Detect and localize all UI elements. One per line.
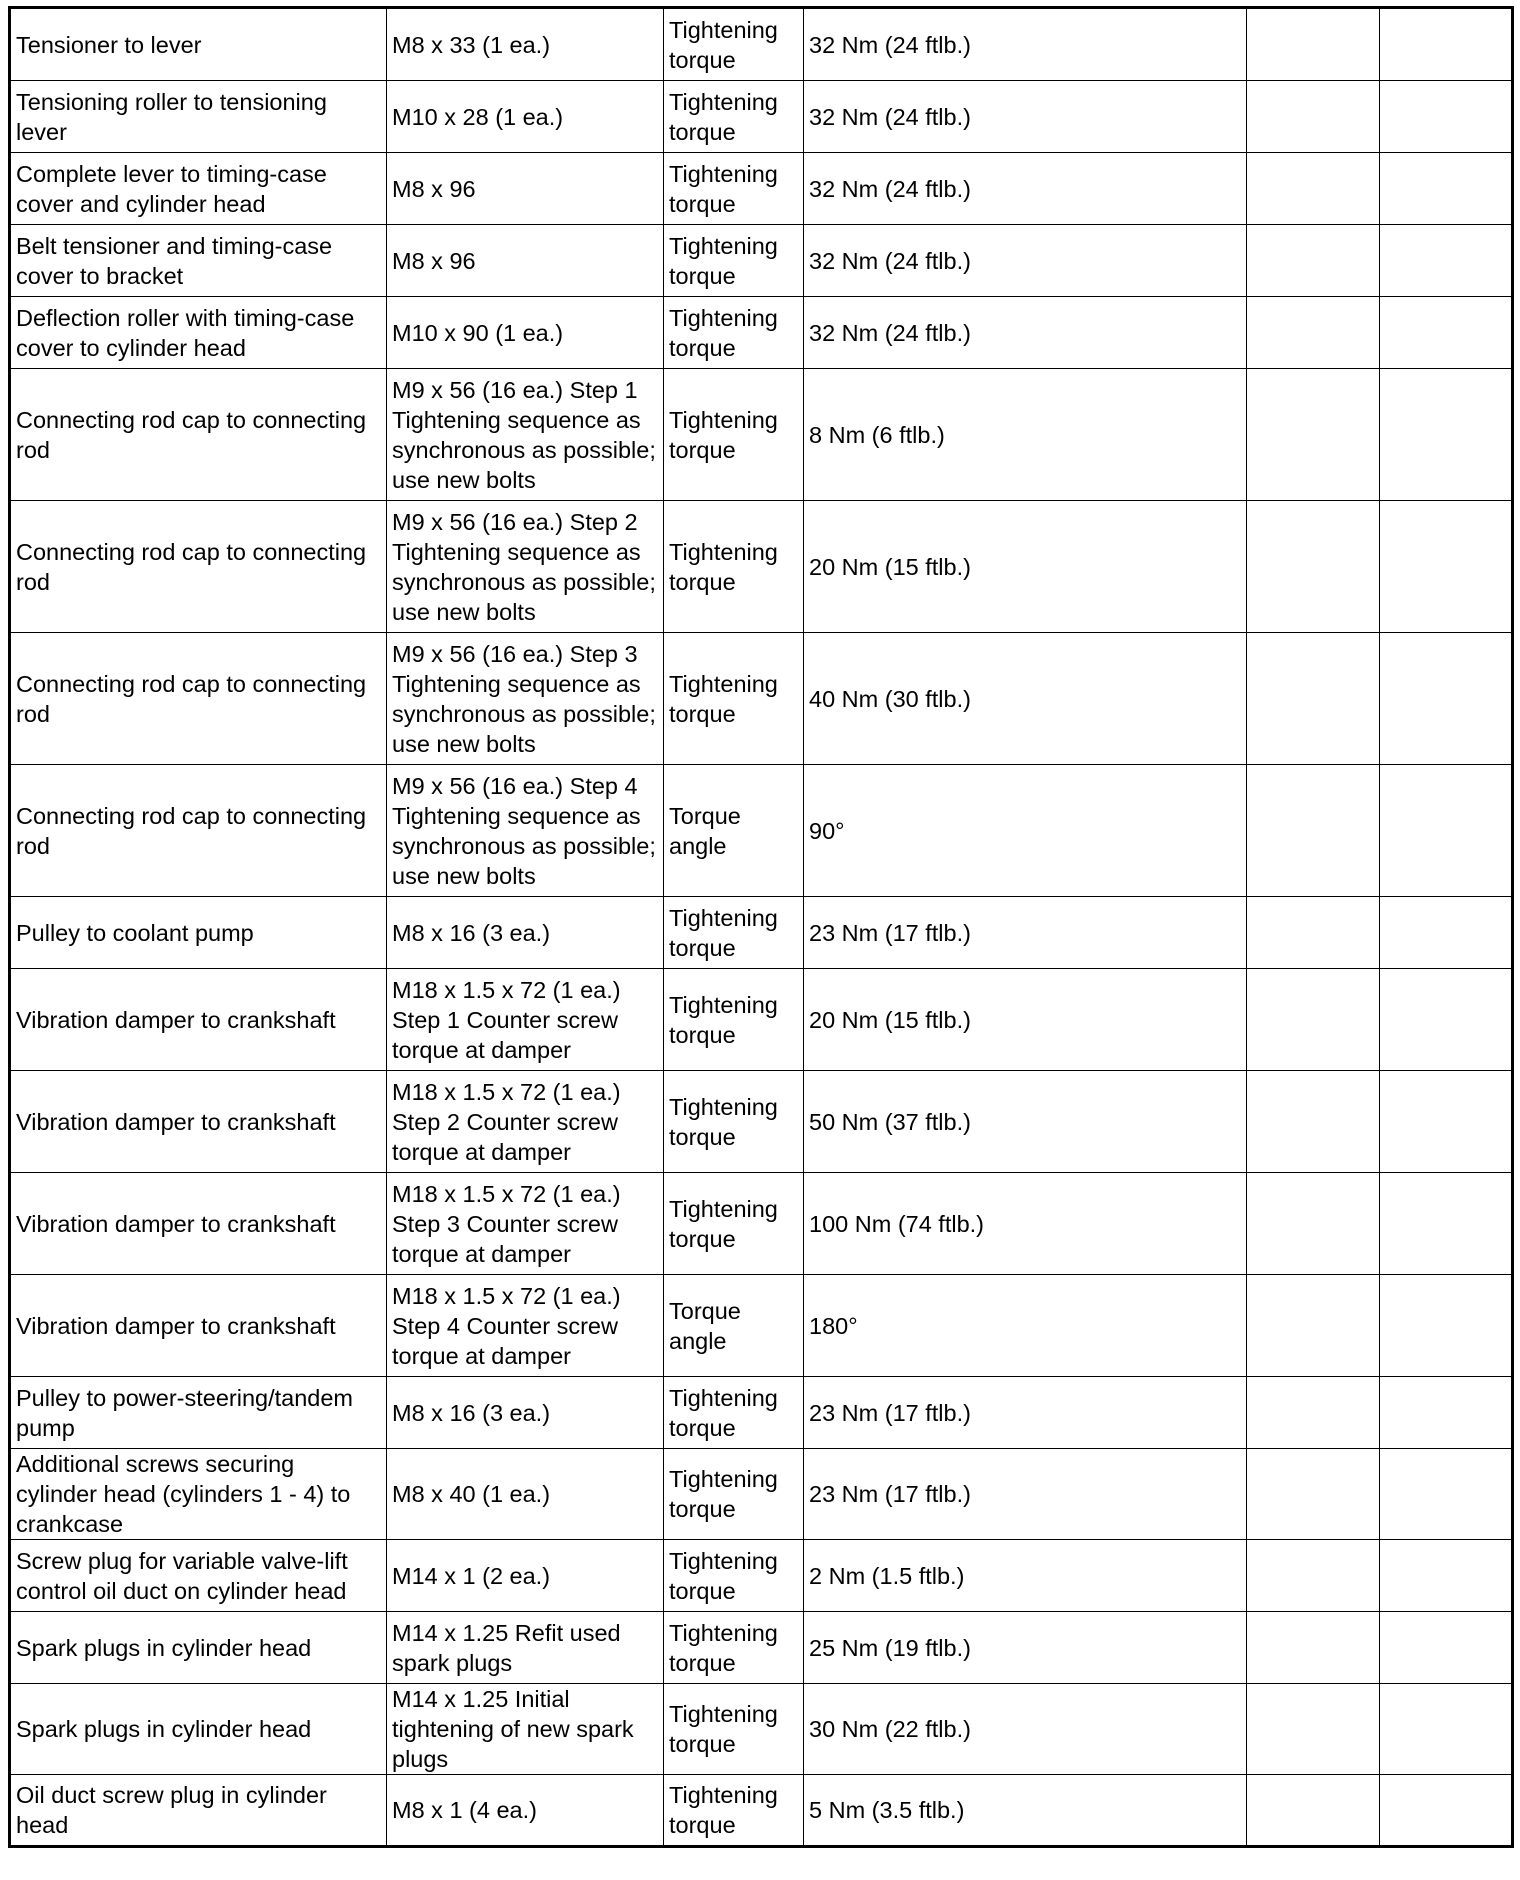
table-row (10, 633, 1513, 765)
empty-cell (1380, 8, 1513, 81)
table-row (10, 501, 1513, 633)
spec-type-cell: Tightening torque (664, 8, 804, 81)
spec-type-cell: Tightening torque (664, 369, 804, 501)
empty-cell (1247, 1449, 1380, 1540)
empty-cell (1380, 1540, 1513, 1612)
spec-type-cell: Tightening torque (664, 633, 804, 765)
spec-part-cell: Connecting rod cap to connecting rod (10, 765, 387, 897)
spec-part-cell: Tensioner to lever (10, 8, 387, 81)
spec-value-cell: 2 Nm (1.5 ftlb.) (804, 1540, 1247, 1612)
table-row (10, 1071, 1513, 1173)
table-row (10, 969, 1513, 1071)
empty-cell (1380, 969, 1513, 1071)
spec-type-cell: Tightening torque (664, 1173, 804, 1275)
empty-cell (1247, 1173, 1380, 1275)
empty-cell (1247, 765, 1380, 897)
spec-type-cell: Torque angle (664, 1275, 804, 1377)
spec-part-cell: Vibration damper to crankshaft (10, 1071, 387, 1173)
spec-type-cell: Tightening torque (664, 1775, 804, 1847)
spec-fastener-cell: M9 x 56 (16 ea.) Step 4 Tightening sequence as synchronous as possible; use new bolts (387, 765, 664, 897)
spec-type-cell: Tightening torque (664, 1449, 804, 1540)
empty-cell (1247, 501, 1380, 633)
empty-cell (1247, 81, 1380, 153)
spec-type-cell: Tightening torque (664, 153, 804, 225)
empty-cell (1247, 969, 1380, 1071)
table-row (10, 897, 1513, 969)
spec-type-cell: Tightening torque (664, 1684, 804, 1775)
empty-cell (1380, 1612, 1513, 1684)
spec-fastener-cell: M9 x 56 (16 ea.) Step 1 Tightening sequence as synchronous as possible; use new bolts (387, 369, 664, 501)
table-row (10, 81, 1513, 153)
empty-cell (1380, 153, 1513, 225)
spec-fastener-cell: M18 x 1.5 x 72 (1 ea.) Step 3 Counter screw torque at damper (387, 1173, 664, 1275)
spec-part-cell: Vibration damper to crankshaft (10, 1275, 387, 1377)
table-row (10, 765, 1513, 897)
spec-fastener-cell: M9 x 56 (16 ea.) Step 3 Tightening sequence as synchronous as possible; use new bolts (387, 633, 664, 765)
spec-part-cell: Pulley to power-steering/tandem pump (10, 1377, 387, 1449)
spec-type-cell: Torque angle (664, 765, 804, 897)
spec-type-cell: Tightening torque (664, 297, 804, 369)
spec-fastener-cell: M8 x 96 (387, 225, 664, 297)
spec-fastener-cell: M10 x 90 (1 ea.) (387, 297, 664, 369)
spec-type-cell: Tightening torque (664, 1540, 804, 1612)
table-row (10, 1775, 1513, 1847)
empty-cell (1380, 225, 1513, 297)
spec-part-cell: Screw plug for variable valve-lift control oil duct on cylinder head (10, 1540, 387, 1612)
spec-fastener-cell: M8 x 1 (4 ea.) (387, 1775, 664, 1847)
spec-type-cell: Tightening torque (664, 1612, 804, 1684)
empty-cell (1247, 369, 1380, 501)
torque-spec-sheet (8, 6, 1511, 1878)
spec-part-cell: Complete lever to timing-case cover and cylinder head (10, 153, 387, 225)
spec-part-cell: Connecting rod cap to connecting rod (10, 369, 387, 501)
spec-type-cell: Tightening torque (664, 225, 804, 297)
spec-value-cell: 32 Nm (24 ftlb.) (804, 225, 1247, 297)
spec-type-cell: Tightening torque (664, 1377, 804, 1449)
spec-value-cell: 30 Nm (22 ftlb.) (804, 1684, 1247, 1775)
spec-type-cell: Tightening torque (664, 969, 804, 1071)
empty-cell (1380, 1684, 1513, 1775)
table-row (10, 1684, 1513, 1775)
spec-value-cell: 8 Nm (6 ftlb.) (804, 369, 1247, 501)
spec-fastener-cell: M8 x 16 (3 ea.) (387, 897, 664, 969)
table-row (10, 297, 1513, 369)
empty-cell (1380, 897, 1513, 969)
spec-value-cell: 32 Nm (24 ftlb.) (804, 297, 1247, 369)
spec-part-cell: Spark plugs in cylinder head (10, 1684, 387, 1775)
spec-fastener-cell: M14 x 1.25 Initial tightening of new spark plugs (387, 1684, 664, 1775)
torque-spec-table (8, 6, 1514, 1848)
empty-cell (1380, 369, 1513, 501)
spec-fastener-cell: M8 x 33 (1 ea.) (387, 8, 664, 81)
empty-cell (1380, 633, 1513, 765)
empty-cell (1247, 1071, 1380, 1173)
table-row (10, 1449, 1513, 1540)
table-row (10, 225, 1513, 297)
table-row (10, 1540, 1513, 1612)
table-row (10, 369, 1513, 501)
spec-part-cell: Connecting rod cap to connecting rod (10, 501, 387, 633)
spec-fastener-cell: M9 x 56 (16 ea.) Step 2 Tightening sequence as synchronous as possible; use new bolts (387, 501, 664, 633)
spec-part-cell: Vibration damper to crankshaft (10, 969, 387, 1071)
spec-value-cell: 32 Nm (24 ftlb.) (804, 153, 1247, 225)
spec-part-cell: Pulley to coolant pump (10, 897, 387, 969)
spec-type-cell: Tightening torque (664, 501, 804, 633)
empty-cell (1247, 1775, 1380, 1847)
spec-fastener-cell: M10 x 28 (1 ea.) (387, 81, 664, 153)
spec-value-cell: 20 Nm (15 ftlb.) (804, 501, 1247, 633)
empty-cell (1247, 1540, 1380, 1612)
spec-value-cell: 25 Nm (19 ftlb.) (804, 1612, 1247, 1684)
table-row (10, 153, 1513, 225)
empty-cell (1380, 1275, 1513, 1377)
spec-value-cell: 40 Nm (30 ftlb.) (804, 633, 1247, 765)
spec-value-cell: 180° (804, 1275, 1247, 1377)
spec-value-cell: 100 Nm (74 ftlb.) (804, 1173, 1247, 1275)
spec-part-cell: Spark plugs in cylinder head (10, 1612, 387, 1684)
empty-cell (1380, 501, 1513, 633)
empty-cell (1247, 1684, 1380, 1775)
spec-fastener-cell: M8 x 96 (387, 153, 664, 225)
empty-cell (1380, 1775, 1513, 1847)
spec-value-cell: 20 Nm (15 ftlb.) (804, 969, 1247, 1071)
spec-fastener-cell: M8 x 40 (1 ea.) (387, 1449, 664, 1540)
empty-cell (1247, 1275, 1380, 1377)
spec-value-cell: 90° (804, 765, 1247, 897)
empty-cell (1380, 81, 1513, 153)
spec-fastener-cell: M18 x 1.5 x 72 (1 ea.) Step 2 Counter screw torque at damper (387, 1071, 664, 1173)
table-row (10, 1377, 1513, 1449)
spec-fastener-cell: M18 x 1.5 x 72 (1 ea.) Step 1 Counter screw torque at damper (387, 969, 664, 1071)
empty-cell (1380, 297, 1513, 369)
spec-fastener-cell: M18 x 1.5 x 72 (1 ea.) Step 4 Counter screw torque at damper (387, 1275, 664, 1377)
spec-value-cell: 50 Nm (37 ftlb.) (804, 1071, 1247, 1173)
spec-value-cell: 23 Nm (17 ftlb.) (804, 897, 1247, 969)
spec-part-cell: Oil duct screw plug in cylinder head (10, 1775, 387, 1847)
spec-fastener-cell: M14 x 1 (2 ea.) (387, 1540, 664, 1612)
empty-cell (1247, 1612, 1380, 1684)
spec-type-cell: Tightening torque (664, 81, 804, 153)
empty-cell (1247, 297, 1380, 369)
empty-cell (1380, 1071, 1513, 1173)
spec-value-cell: 32 Nm (24 ftlb.) (804, 81, 1247, 153)
empty-cell (1247, 633, 1380, 765)
empty-cell (1247, 897, 1380, 969)
spec-value-cell: 23 Nm (17 ftlb.) (804, 1449, 1247, 1540)
spec-part-cell: Deflection roller with timing-case cover to cylinder head (10, 297, 387, 369)
spec-fastener-cell: M14 x 1.25 Refit used spark plugs (387, 1612, 664, 1684)
table-row (10, 1275, 1513, 1377)
empty-cell (1380, 765, 1513, 897)
spec-part-cell: Tensioning roller to tensioning lever (10, 81, 387, 153)
spec-part-cell: Vibration damper to crankshaft (10, 1173, 387, 1275)
spec-fastener-cell: M8 x 16 (3 ea.) (387, 1377, 664, 1449)
spec-value-cell: 23 Nm (17 ftlb.) (804, 1377, 1247, 1449)
spec-part-cell: Connecting rod cap to connecting rod (10, 633, 387, 765)
spec-value-cell: 5 Nm (3.5 ftlb.) (804, 1775, 1247, 1847)
spec-part-cell: Additional screws securing cylinder head (cylinders 1 - 4) to crankcase (10, 1449, 387, 1540)
table-row (10, 1612, 1513, 1684)
spec-type-cell: Tightening torque (664, 1071, 804, 1173)
empty-cell (1247, 225, 1380, 297)
table-row (10, 8, 1513, 81)
spec-value-cell: 32 Nm (24 ftlb.) (804, 8, 1247, 81)
empty-cell (1380, 1173, 1513, 1275)
empty-cell (1247, 8, 1380, 81)
empty-cell (1380, 1377, 1513, 1449)
empty-cell (1380, 1449, 1513, 1540)
spec-type-cell: Tightening torque (664, 897, 804, 969)
empty-cell (1247, 153, 1380, 225)
torque-spec-table-body (10, 8, 1513, 1847)
empty-cell (1247, 1377, 1380, 1449)
table-row (10, 1173, 1513, 1275)
spec-part-cell: Belt tensioner and timing-case cover to bracket (10, 225, 387, 297)
